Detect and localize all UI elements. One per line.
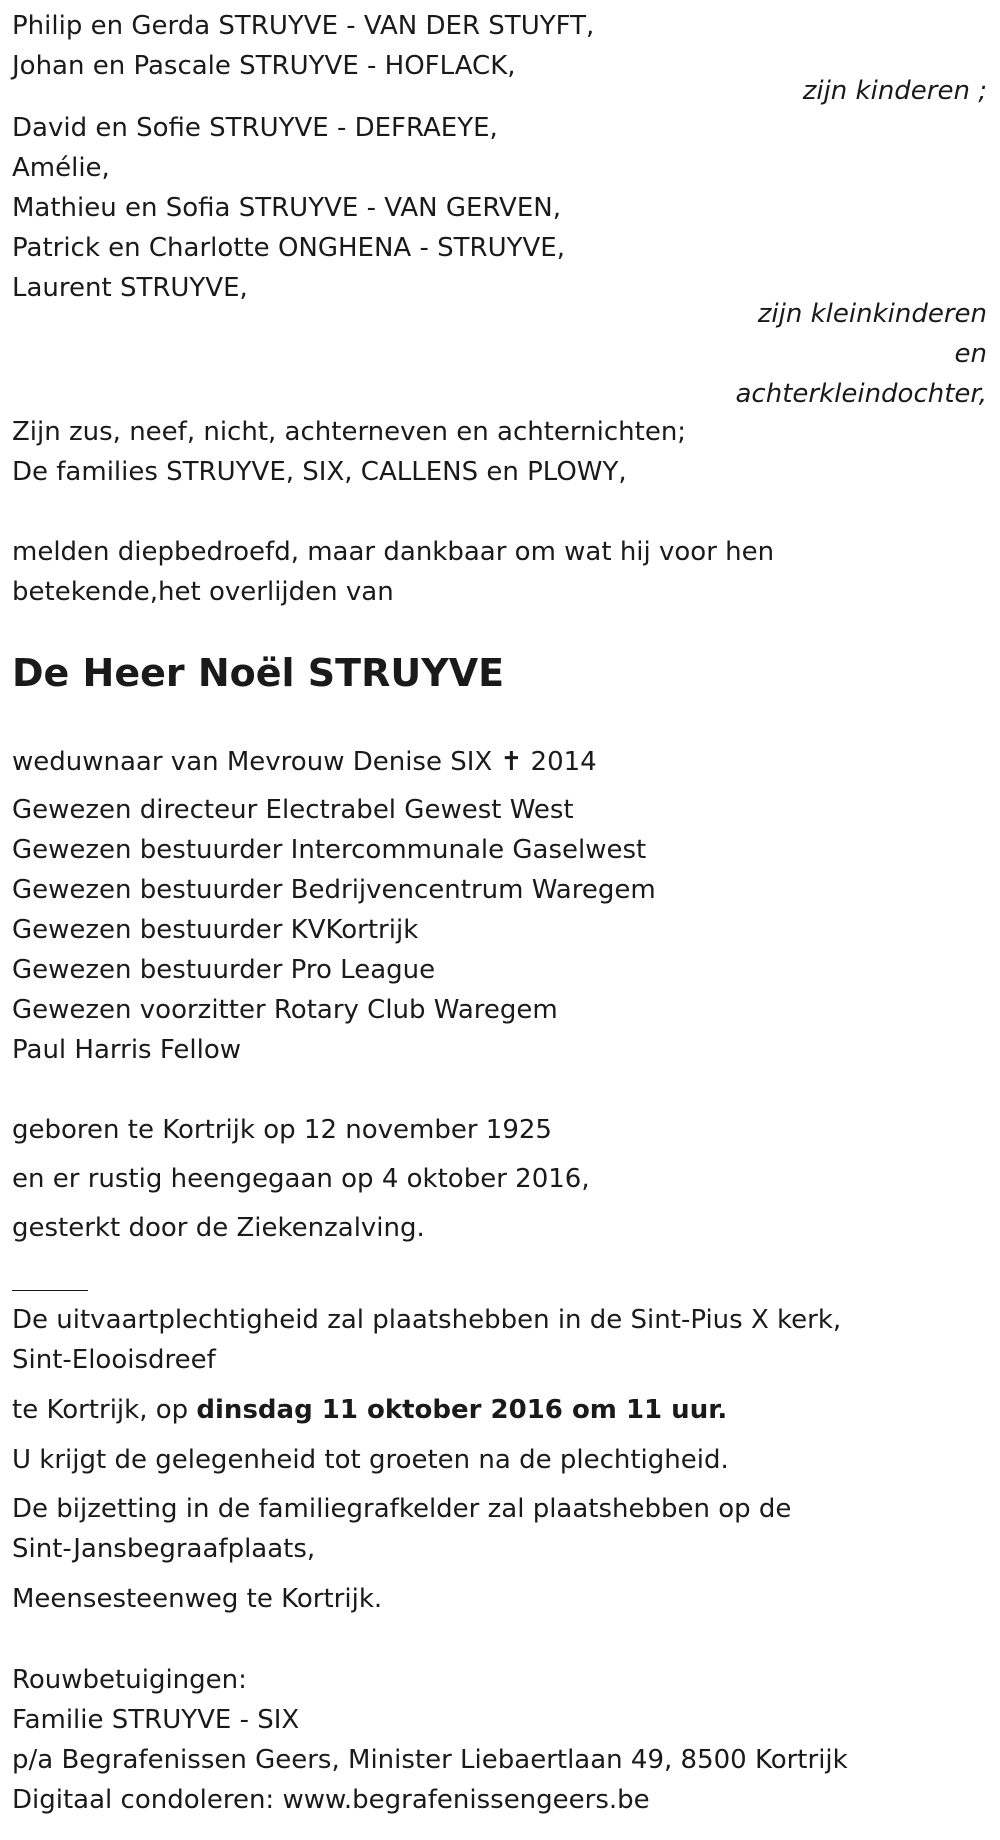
function-line: Gewezen bestuurder KVKortrijk (12, 915, 419, 945)
grandchild-line: Laurent STRUYVE, (12, 273, 248, 303)
function-line: Gewezen voorzitter Rotary Club Waregem (12, 995, 558, 1025)
burial-line: Meensesteenweg te Kortrijk. (12, 1584, 383, 1614)
children-role: zijn kinderen ; (802, 76, 987, 106)
widower-line: weduwnaar van Mevrouw Denise SIX ✝ 2014 (12, 747, 597, 777)
grandchild-line: Patrick en Charlotte ONGHENA - STRUYVE, (12, 233, 565, 263)
funeral-line: Sint-Elooisdreef (12, 1345, 216, 1375)
grandchildren-role: zijn kleinkinderen (757, 299, 987, 329)
funeral-date-line (12, 1390, 727, 1430)
function-line: Gewezen directeur Electrabel Gewest West (12, 795, 574, 825)
separator (12, 1290, 88, 1291)
condolences-heading: Rouwbetuigingen: (12, 1665, 247, 1695)
announcement-line: betekende,het overlijden van (12, 577, 394, 607)
burial-line: Sint-Jansbegraafplaats, (12, 1534, 316, 1564)
grandchildren-role: en (954, 339, 987, 369)
family-line: Zijn zus, neef, nicht, achterneven en achternichten; (12, 417, 687, 447)
function-line: Gewezen bestuurder Bedrijvencentrum Waregem (12, 875, 656, 905)
funeral-date: dinsdag 11 oktober 2016 om 11 uur. (196, 1395, 728, 1425)
condolences-family: Familie STRUYVE - SIX (12, 1705, 300, 1735)
deceased-name: De Heer Noël STRUYVE (12, 651, 505, 695)
funeral-line: De uitvaartplechtigheid zal plaatshebben in de Sint-Pius X kerk, (12, 1305, 842, 1335)
function-line: Paul Harris Fellow (12, 1035, 241, 1065)
sacrament-line: gesterkt door de Ziekenzalving. (12, 1213, 425, 1243)
child-line: Johan en Pascale STRUYVE - HOFLACK, (12, 51, 516, 81)
grandchild-line: David en Sofie STRUYVE - DEFRAEYE, (12, 113, 498, 143)
grandchild-line: Amélie, (12, 153, 110, 183)
grandchild-line: Mathieu en Sofia STRUYVE - VAN GERVEN, (12, 193, 561, 223)
condolences-address: p/a Begrafenissen Geers, Minister Liebaertlaan 49, 8500 Kortrijk (12, 1745, 848, 1775)
death-notice (12, 0, 992, 1840)
function-line: Gewezen bestuurder Intercommunale Gaselwest (12, 835, 647, 865)
grandchildren-role: achterkleindochter, (735, 379, 987, 409)
birth-line: geboren te Kortrijk op 12 november 1925 (12, 1115, 552, 1145)
death-line: en er rustig heengegaan op 4 oktober 2016, (12, 1164, 590, 1194)
function-line: Gewezen bestuurder Pro League (12, 955, 436, 985)
child-line: Philip en Gerda STRUYVE - VAN DER STUYFT, (12, 11, 595, 41)
family-line: De families STRUYVE, SIX, CALLENS en PLOWY, (12, 457, 627, 487)
announcement-line: melden diepbedroefd, maar dankbaar om wat hij voor hen (12, 537, 775, 567)
burial-line: De bijzetting in de familiegrafkelder zal plaatshebben op de (12, 1494, 792, 1524)
condolences-online: Digitaal condoleren: www.begrafenissengeers.be (12, 1785, 650, 1815)
funeral-date-prefix: te Kortrijk, op (12, 1395, 197, 1425)
funeral-line: U krijgt de gelegenheid tot groeten na de plechtigheid. (12, 1445, 729, 1475)
